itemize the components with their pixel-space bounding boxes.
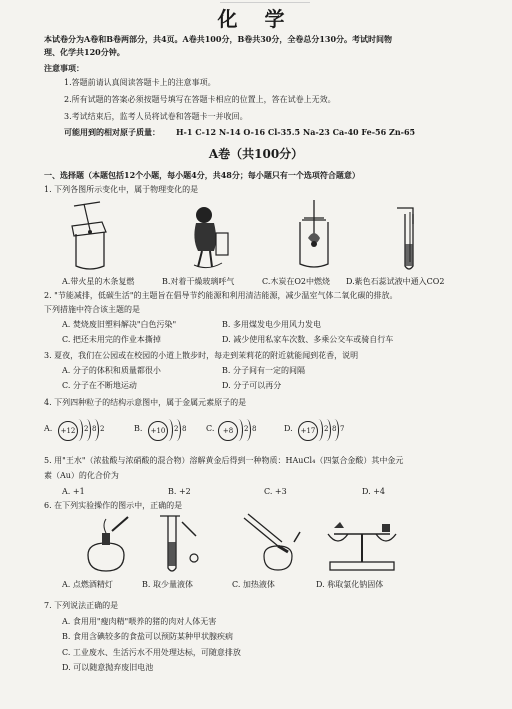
question-3-stem: 3. 夏夜，我们在公园或在校园的小道上散步时，每走到茉莉花的附近就能闻到花香，说明: [44, 351, 359, 360]
question-1-option: C.木炭在O2中燃烧: [262, 277, 331, 286]
electron-count: 8: [92, 425, 97, 433]
test-tube-co2-figure: [393, 204, 423, 274]
question-3-option: C. 分子在不断地运动: [62, 381, 137, 390]
balance-scale-figure: [324, 516, 400, 574]
atom-label: C.: [206, 424, 215, 433]
question-5-option: B. +2: [168, 487, 191, 496]
atomic-mass-values: H-1 C-12 N-14 O-16 Cl-35.5 Na-23 Ca-40 Fe-56 Zn-65: [176, 127, 416, 137]
notice-item: 2.所有试题的答案必须按题号填写在答题卡相应的位置上，答在试卷上无效。: [64, 95, 336, 104]
atom-label: D.: [284, 424, 293, 433]
question-4-stem: 4. 下列四种粒子的结构示意图中，属于金属元素原子的是: [44, 398, 247, 407]
electron-count: 7: [340, 425, 345, 433]
question-2-option: C. 把还未用完的作业本撕掉: [62, 335, 161, 344]
question-3-option: A. 分子的体积和质量都很小: [62, 366, 161, 375]
question-5-stem-line-1: 5. 用"王水"（浓盐酸与浓硝酸的混合物）溶解黄金后得到一种物质：HAuCl₄（四氯合金酸）其中金元: [44, 456, 404, 465]
notice-item: 1.答题前请认真阅读答题卡上的注意事项。: [64, 78, 216, 87]
question-7-option: D. 可以随意抛弃废旧电池: [62, 663, 154, 672]
atom-diagram: [294, 417, 354, 443]
notice-title: 注意事项：: [44, 63, 84, 73]
question-7-option: A. 食用用"瘦肉精"喂养的猪的肉对人体无害: [62, 617, 217, 626]
electron-count: 2: [174, 425, 179, 433]
question-2-option: D. 减少使用私家车次数、多乘公交车或骑自行车: [222, 335, 394, 344]
electron-count: 2: [324, 425, 329, 433]
notice-item: 3.考试结束后，监考人员将试卷和答题卡一并收回。: [64, 112, 248, 121]
atom-nucleus: +8: [218, 421, 238, 441]
subject-title: 化 学: [217, 7, 295, 31]
question-7-stem: 7. 下列说法正确的是: [44, 601, 119, 610]
question-7-option: C. 工业废水、生活污水不用处理达标，可随意排放: [62, 648, 241, 657]
atomic-mass-label: 可能用到的相对原子质量：: [64, 127, 160, 137]
question-5-option: C. +3: [264, 487, 287, 496]
question-3-option: D. 分子可以再分: [222, 381, 282, 390]
question-1-option: B.对着干燥玻璃呼气: [162, 277, 235, 286]
charcoal-burning-figure: [290, 198, 336, 270]
take-liquid-figure: [152, 512, 204, 574]
intro-line-1: 本试卷分为A卷和B卷两部分，共4页。A卷共100分，B卷共30分，全卷总分130分。考试时间物: [44, 34, 393, 44]
electron-count: 8: [252, 425, 257, 433]
electron-count: 2: [100, 425, 105, 433]
question-1-option: A.带火星的木条复燃: [62, 277, 135, 286]
question-5-option: A. +1: [62, 487, 85, 496]
jar-splint-figure: [62, 200, 118, 272]
question-6-option: A. 点燃酒精灯: [62, 580, 113, 589]
atom-diagram: [54, 417, 114, 443]
question-1-stem: 1. 下列各图所示变化中，属于物理变化的是: [44, 185, 199, 194]
electron-count: 8: [182, 425, 187, 433]
question-5-option: D. +4: [362, 487, 386, 496]
atom-nucleus: +12: [58, 421, 78, 441]
lighting-lamp-figure: [78, 515, 132, 573]
electron-count: 2: [244, 425, 249, 433]
question-2-stem-line-1: 2. "节能减排，低碳生活"的主题旨在倡导节约能源和利用清洁能源，减少温室气体二氧化碳的排放。: [44, 291, 398, 300]
question-6-stem: 6. 在下列实验操作的图示中，正确的是: [44, 501, 183, 510]
question-7-option: B. 食用含碘较多的食盐可以预防某种甲状腺疾病: [62, 632, 233, 641]
section-a-title: A卷（共100分）: [208, 147, 304, 161]
question-2-stem-line-2: 下列措施中符合该主题的是: [44, 305, 140, 314]
heat-liquid-figure: [238, 512, 304, 574]
intro-line-2: 理、化学共120分钟。: [44, 47, 125, 57]
question-6-option: C. 加热液体: [232, 580, 275, 589]
question-3-option: B. 分子间有一定的间隔: [222, 366, 305, 375]
atom-diagram: [144, 417, 204, 443]
part1-heading: 一、选择题（本题包括12个小题，每小题4分，共48分；每小题只有一个选项符合题意）: [44, 170, 360, 180]
electron-count: 2: [84, 425, 89, 433]
question-2-option: B. 多用煤发电少用风力发电: [222, 320, 321, 329]
atom-diagram: [214, 417, 274, 443]
question-1-option: D.紫色石蕊试液中通入CO2: [346, 277, 445, 286]
atom-label: A.: [44, 424, 53, 433]
question-6-option: D. 称取氯化钠固体: [316, 580, 384, 589]
atom-nucleus: +17: [298, 421, 318, 441]
question-5-stem-line-2: 素（Au）的化合价为: [44, 471, 119, 480]
question-6-option: B. 取少量液体: [142, 580, 193, 589]
question-2-option: A. 焚烧废旧塑料解决"白色污染": [62, 320, 177, 329]
person-breathing-figure: [188, 205, 234, 271]
atom-nucleus: +10: [148, 421, 168, 441]
scan-artifact: [220, 2, 310, 3]
electron-count: 8: [332, 425, 337, 433]
atom-label: B.: [134, 424, 143, 433]
